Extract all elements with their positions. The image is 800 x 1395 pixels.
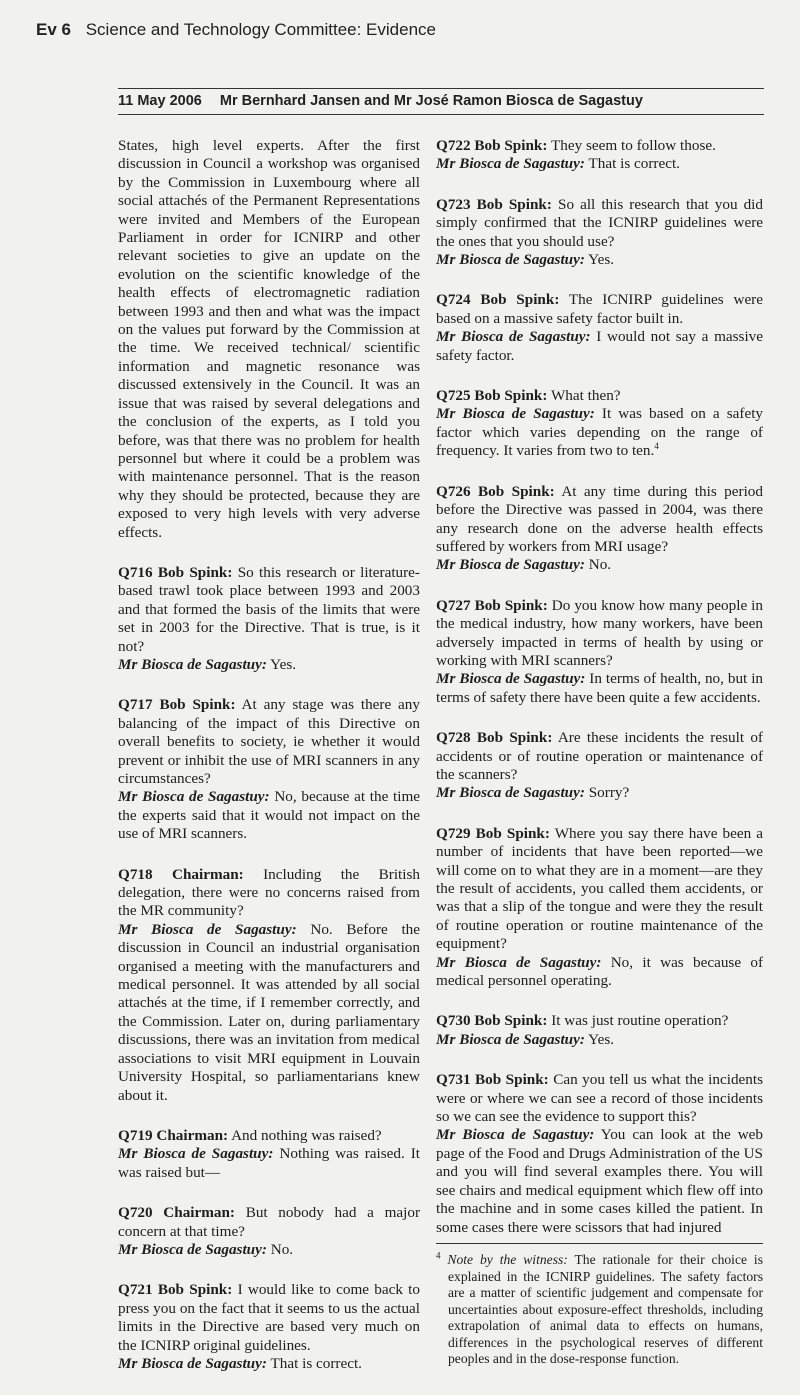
- question-label: Q727 Bob Spink:: [436, 596, 548, 614]
- answer: [436, 556, 763, 574]
- witness-label: Mr Biosca de Sagastuy:: [118, 788, 270, 806]
- question-label: Q731 Bob Spink:: [436, 1071, 549, 1089]
- witness-label: Mr Biosca de Sagastuy:: [436, 1030, 585, 1048]
- question-label: Q718 Chairman:: [118, 865, 244, 883]
- question-label: Q730 Bob Spink:: [436, 1012, 548, 1030]
- question: [436, 387, 763, 405]
- answer-text: No, because at the time the experts said that it would not impact on the use of MRI scanners.: [118, 788, 420, 843]
- question-text: At any stage was there any balancing of the impact of this Directive on overall benefits to society, ie whether it would prevent or inhibit the use of MRI scanners in any circumstances?: [118, 696, 420, 787]
- exchange-q731: [436, 1071, 763, 1237]
- exchange-q717: [118, 696, 420, 843]
- question-text: Are these incidents the result of accidents or of routine operation or maintenance of the scanners?: [436, 729, 763, 783]
- witness-label: Mr Biosca de Sagastuy:: [436, 784, 585, 802]
- answer-text: No.: [270, 1240, 294, 1258]
- witness-label: Mr Biosca de Sagastuy:: [436, 670, 586, 688]
- question: [118, 1281, 420, 1355]
- question: [118, 1204, 420, 1241]
- witness-label: Mr Biosca de Sagastuy:: [118, 655, 267, 673]
- question: [436, 1012, 763, 1030]
- question-text: The ICNIRP guidelines were based on a massive safety factor built in.: [436, 291, 763, 327]
- question: [118, 564, 420, 656]
- answer-text: That is correct.: [588, 155, 680, 173]
- answer-text: You can look at the web page of the Food and Drugs Administration of the US and you will find several examples there. You will see chairs and medical equipment which flew off into the machine and in some cases killed the patient. In some cases there were scissors that had injured: [436, 1126, 764, 1236]
- witness-label: Mr Biosca de Sagastuy:: [436, 251, 585, 269]
- exchange-q723: [436, 196, 763, 270]
- answer: [436, 784, 763, 802]
- question: [436, 291, 763, 328]
- answer: [118, 656, 420, 674]
- question-label: Q720 Chairman:: [118, 1204, 235, 1222]
- question-label: Q728 Bob Spink:: [436, 729, 553, 747]
- witness-label: Mr Biosca de Sagastuy:: [118, 1240, 267, 1258]
- question-text: What then?: [550, 387, 621, 405]
- exchange-q730: [436, 1012, 763, 1049]
- question: [436, 196, 763, 251]
- question-label: Q716 Bob Spink:: [118, 563, 233, 581]
- exchange-q716: [118, 564, 420, 674]
- evidence-page-code: Ev 6: [36, 20, 71, 39]
- right-column: [436, 137, 763, 1368]
- question: [118, 696, 420, 788]
- answer: [436, 1031, 763, 1049]
- exchange-q726: [436, 483, 763, 575]
- exchange-q721: [118, 1281, 420, 1373]
- witness-label: Mr Biosca de Sagastuy:: [436, 155, 585, 173]
- witness-label: Mr Biosca de Sagastuy:: [118, 1145, 274, 1163]
- left-column: [118, 137, 420, 1395]
- answer-text: Yes.: [588, 251, 615, 269]
- question: [436, 137, 763, 155]
- question-text: Including the British delegation, there were no concerns raised from the MR community?: [118, 865, 420, 920]
- witness-label: Mr Biosca de Sagastuy:: [436, 328, 591, 346]
- question-text: I would like to come back to press you on the fact that it seems to us the actual limits in the Directive are based very much on the ICNIRP original guidelines.: [118, 1281, 420, 1354]
- committee-title: Science and Technology Committee: Evidence: [85, 20, 436, 39]
- exchange-q729: [436, 825, 763, 991]
- exchange-q718: [118, 866, 420, 1105]
- answer: [118, 1145, 420, 1182]
- question-text: At any time during this period before the Directive was passed in 2004, was there any research done on the adverse health effects suffered by workers from MRI usage?: [436, 482, 763, 555]
- exchange-q727: [436, 597, 763, 707]
- answer: [436, 1126, 763, 1236]
- question: [118, 1127, 420, 1145]
- question-text: Where you say there have been a number of incidents that have been reported—we will come on to what they are in a moment—are they the result of accidents, you called them accidents, or was that a slip of the tongue and were they the result of routine operation or routine maintenance of the equipment?: [436, 824, 763, 953]
- question-label: Q726 Bob Spink:: [436, 482, 555, 500]
- question-label: Q717 Bob Spink:: [118, 696, 236, 714]
- witness-label: Mr Biosca de Sagastuy:: [436, 953, 602, 971]
- session-date: 11 May 2006: [118, 93, 202, 109]
- footnote-rule: [436, 1243, 763, 1244]
- witness-label: Mr Biosca de Sagastuy:: [436, 405, 595, 423]
- question-label: Q722 Bob Spink:: [436, 137, 548, 154]
- exchange-q722: [436, 137, 763, 174]
- question-text: So this research or literature-based trawl took place between 1993 and 2003 and that formed the basis of the limits that were set in 2003 for the Directive. That is true, is it not?: [118, 563, 420, 655]
- question-text: Do you know how many people in the medical industry, how many workers, have been adversely impacted in terms of health by using or working with MRI scanners?: [436, 596, 763, 669]
- footnote-label: Note by the witness:: [447, 1251, 568, 1267]
- question: [436, 483, 763, 557]
- question-text: Can you tell us what the incidents were or where we can see a record of those incidents so we can see the evidence to support this?: [436, 1071, 764, 1126]
- question-label: Q721 Bob Spink:: [118, 1281, 233, 1299]
- continued-answer: [118, 137, 420, 542]
- exchange-q728: [436, 729, 763, 803]
- question-text: But nobody had a major concern at that time?: [118, 1204, 421, 1240]
- question-label: Q729 Bob Spink:: [436, 824, 550, 842]
- answer-text: No, it was because of medical personnel operating.: [436, 953, 764, 990]
- header-rule-bottom: [118, 114, 764, 115]
- question: [118, 866, 420, 921]
- question-label: Q719 Chairman:: [118, 1126, 229, 1144]
- answer-text: Yes.: [588, 1030, 615, 1048]
- question-text: And nothing was raised?: [231, 1126, 382, 1144]
- question-label: Q725 Bob Spink:: [436, 387, 548, 405]
- header-rule-top: [118, 88, 764, 89]
- answer-text: Nothing was raised. It was raised but—: [118, 1145, 421, 1181]
- witness-label: Mr Biosca de Sagastuy:: [118, 1354, 267, 1372]
- exchange-q719: [118, 1127, 420, 1182]
- answer-text: I would not say a massive safety factor.: [436, 328, 763, 364]
- answer: [436, 670, 763, 707]
- answer: [118, 1355, 420, 1373]
- footnote-mark: 4: [436, 1250, 441, 1261]
- witness-label: Mr Biosca de Sagastuy:: [118, 920, 297, 938]
- question: [436, 729, 763, 784]
- footnote-text: The rationale for their choice is explained in the ICNIRP guidelines. The safety factors are a matter of scientific judgement and compensate for uncertainties about exposure-effect thresholds, including extrapolation of animal data to effects on humans, differences in the psychological reserves of different peoples and in the dose-response function.: [448, 1251, 763, 1367]
- question: [436, 1071, 763, 1126]
- question-text: They seem to follow those.: [550, 137, 716, 154]
- answer: [436, 405, 763, 460]
- witness-label: Mr Biosca de Sagastuy:: [436, 556, 585, 574]
- answer: [118, 921, 420, 1105]
- answer: [436, 954, 763, 991]
- answer-text: That is correct.: [270, 1354, 362, 1372]
- exchange-q725: [436, 387, 763, 461]
- answer-text: No. Before the discussion in Council an industrial organisation organised a meeting with the manufacturers and medical personnel. It was attended by all social attachés at the time, if I remember correctly, and the Commission. Later on, during parliamentary discussions, there was an invitation from medical associations to visit MRI equipment in Louvain University Hospital, so parliamentarians knew about it.: [118, 920, 420, 1104]
- answer: [436, 251, 763, 269]
- answer-text: It was based on a safety factor which varies depending on the range of frequency. It varies from two to ten.: [436, 405, 764, 460]
- answer-text: States, high level experts. After the first discussion in Council a workshop was organised by the Commission in Luxembourg where all social attachés of the Permanent Representations were invited and Members of the European Parliament in order for ICNIRP and other relevant societies to give an update on the evolution on the scientific knowledge of the health effects of electromagnetic radiation between 1993 and then and what was the impact on the values put forward by the Commission at the time. We received technical/ scientific information and magnetic resonance was discussed extensively in the Council. It was an issue that was raised by several delegations and the conclusion of the experts, as I told you before, was that there was no problem for health personnel but where it could be a problem was with maintenance personnel. That is the reason why they should be protected, because they are exposed to very high levels with very adverse effects.: [118, 137, 420, 541]
- question: [436, 597, 763, 671]
- witness-label: Mr Biosca de Sagastuy:: [436, 1126, 595, 1144]
- answer: [436, 155, 763, 173]
- answer-text: No.: [588, 556, 612, 574]
- session-subhead: [118, 93, 764, 109]
- question-text: It was just routine operation?: [551, 1012, 729, 1030]
- witness-names: Mr Bernhard Jansen and Mr José Ramon Biosca de Sagastuy: [219, 93, 643, 109]
- answer: [118, 788, 420, 843]
- question-label: Q724 Bob Spink:: [436, 291, 560, 309]
- answer: [436, 328, 763, 365]
- answer: [118, 1241, 420, 1259]
- question: [436, 825, 763, 954]
- exchange-q724: [436, 291, 763, 365]
- footnote: [436, 1252, 763, 1368]
- answer-text: Yes.: [270, 655, 297, 673]
- footnote-reference[interactable]: 4: [654, 441, 659, 452]
- question-label: Q723 Bob Spink:: [436, 195, 552, 213]
- answer-text: Sorry?: [588, 784, 630, 802]
- answer-text: In terms of health, no, but in terms of safety there have been quite a few accidents.: [436, 670, 764, 706]
- running-head: [36, 20, 436, 40]
- question-text: So all this research that you did simply confirmed that the ICNIRP guidelines were the ones that you should use?: [436, 195, 764, 250]
- exchange-q720: [118, 1204, 420, 1259]
